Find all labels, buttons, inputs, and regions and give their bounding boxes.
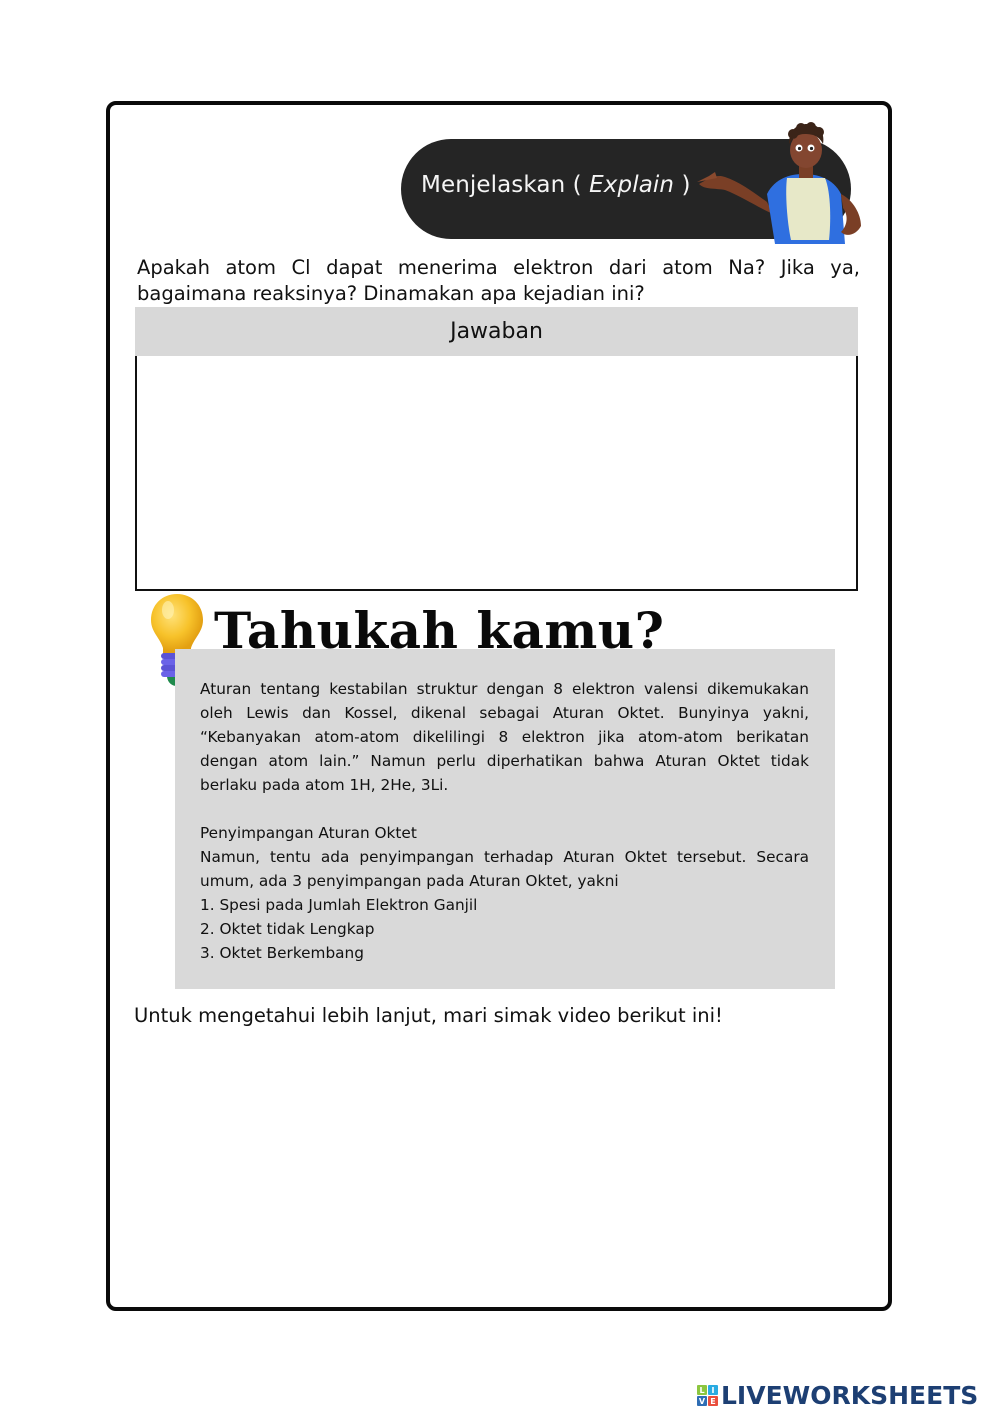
info-subheading: Penyimpangan Aturan Oktet	[200, 824, 417, 842]
info-list-item: 2. Oktet tidak Lengkap	[200, 920, 375, 938]
info-list-item: 1. Spesi pada Jumlah Elektron Ganjil	[200, 896, 478, 914]
section-label-main: Menjelaskan (	[421, 172, 590, 198]
badge-letter: E	[708, 1396, 718, 1406]
question-text: Apakah atom Cl dapat menerima elektron dari atom Na? Jika ya, bagaimana reaksinya? Dinamakan apa kejadian ini?	[137, 256, 860, 305]
presenter-character-icon	[695, 122, 870, 244]
info-paragraph: Aturan tentang kestabilan struktur dengan 8 elektron valensi dikemukakan oleh Lewis dan Kossel, dikenal sebagai Aturan Oktet. Bunyinya yakni, “Kebanyakan atom-atom dikelilingi 8 elektron jika atom-atom berikatan dengan atom lain.” Namun perlu diperhatikan bahwa Aturan Oktet tidak berlaku pada atom 1H, 2He, 3Li.	[200, 680, 809, 794]
section-label-close: )	[674, 172, 691, 198]
section-label	[421, 172, 691, 198]
did-you-know-title: Tahukah kamu?	[214, 601, 665, 660]
did-you-know-content	[200, 677, 809, 965]
answer-input[interactable]	[135, 356, 858, 591]
answer-header	[135, 307, 858, 356]
liveworksheets-logo[interactable]	[697, 1381, 978, 1410]
followup-text: Untuk mengetahui lebih lanjut, mari simak video berikut ini!	[134, 1004, 723, 1027]
badge-letter: V	[698, 1396, 706, 1406]
info-list-item: 3. Oktet Berkembang	[200, 944, 364, 962]
badge-letter: I	[708, 1385, 718, 1395]
answer-header-label: Jawaban	[450, 319, 543, 344]
badge-letter: L	[697, 1385, 707, 1395]
live-badge-icon	[697, 1385, 718, 1406]
brand-name: LIVEWORKSHEETS	[721, 1381, 979, 1410]
info-paragraph: Namun, tentu ada penyimpangan terhadap Aturan Oktet tersebut. Secara umum, ada 3 penyimpangan pada Aturan Oktet, yakni	[200, 848, 809, 890]
section-label-italic: Explain	[589, 172, 675, 198]
